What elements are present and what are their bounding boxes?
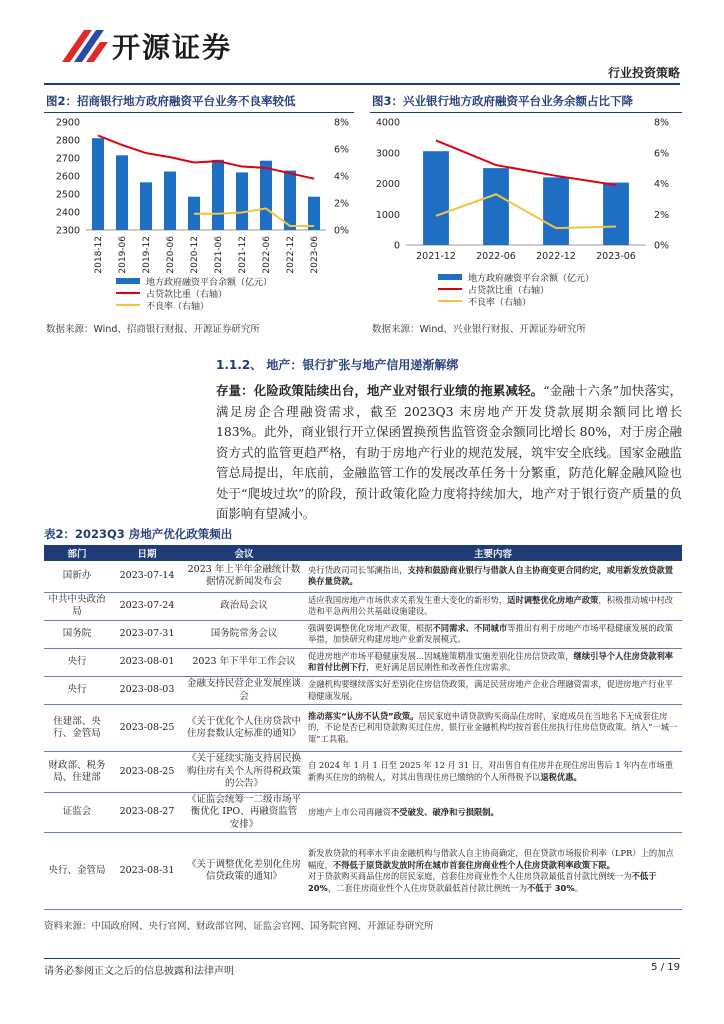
cell-date: 2023-08-25: [110, 752, 184, 793]
table-row: [44, 833, 682, 910]
page-number: 5 / 19: [651, 962, 680, 973]
figure2-chart: [44, 114, 356, 318]
legend-swatch-bar: [116, 278, 140, 284]
cell-content: [304, 705, 682, 752]
cell-content: [304, 592, 682, 620]
figure3-title: 图3：兴业银行地方政府融资平台业务余额占比下降: [372, 94, 633, 108]
footer-divider: [44, 958, 680, 959]
content-text: 金融机构要继续落实好差别化住房信贷政策，满足民营房地产企业合理融资需求，促进房地产行业平稳健康发展。: [308, 679, 674, 701]
cell-content: [304, 561, 682, 592]
section-lead: 存量：化险政策陆续出台，地产业对银行业绩的拖累减轻。: [216, 383, 544, 398]
content-text: 房地产上市公司再融资: [308, 806, 391, 817]
legend-label: 不良率（右轴）: [146, 302, 210, 312]
share-line: [436, 140, 616, 185]
table-row: [44, 677, 682, 705]
y2-tick-label: 4%: [334, 171, 350, 183]
y2-tick-label: 2%: [654, 209, 670, 221]
x-tick-label: 2019-12: [142, 236, 152, 274]
header-divider: [44, 83, 680, 85]
x-tick-label: 2023-06: [596, 251, 636, 262]
y-tick-label: 2400: [55, 207, 80, 219]
cell-meeting: 2023 年下半年工作会议: [184, 648, 304, 676]
table-row: [44, 705, 682, 752]
share-line: [98, 136, 314, 179]
footer-disclaimer: 请务必参阅正文之后的信息披露和法律声明: [44, 966, 234, 977]
npl-line: [436, 194, 616, 228]
section-heading: 1.1.2、 地产：银行扩张与地产信用递渐解绑: [216, 358, 459, 372]
x-tick-label: 2021-12: [238, 236, 248, 274]
y2-tick-label: 6%: [654, 148, 670, 160]
content-text: 。: [574, 882, 583, 893]
header-date: 日期: [110, 545, 184, 561]
content-highlight: 不低于 30%: [527, 882, 575, 893]
y-tick-label: 2500: [55, 189, 80, 201]
cell-date: 2023-07-14: [110, 561, 184, 592]
cell-dept: 证监会: [44, 792, 110, 833]
legend-label: 占贷款比重（右轴）: [146, 290, 228, 300]
content-text: 央行货政司司长邹澜指出，: [308, 564, 408, 575]
content-text: 居民家庭申请贷款购买商品住房时，家庭成员在当地名下无成套住房的，不论是否已利用贷款购买过住房，银行业金融机构均按首套住房执行住房信贷政策。纳入“一城一策”工具箱。: [308, 710, 678, 745]
content-text: ，二套住房商业性个人住房贷款最低首付款比例统一为: [327, 882, 527, 893]
legend-label: 地方政府融资平台余额（亿元）: [146, 278, 273, 288]
table-header-row: [44, 545, 682, 561]
cell-meeting: 2023 年上半年金融统计数据情况新闻发布会: [184, 561, 304, 592]
content-highlight: 不同需求、不同城市: [432, 622, 508, 633]
y-tick-label: 1000: [375, 209, 400, 221]
cell-dept: 住建部、央行、金管局: [44, 705, 110, 752]
policy-table: [44, 545, 682, 910]
x-tick-label: 2022-12: [536, 251, 576, 262]
y-tick-label: 2700: [55, 153, 80, 165]
content-text: 自 2024 年 1 月 1 日至 2025 年 12 月 31 日，对出售自有住房并在现住房出售后 1 年内在市场重新购买住房的纳税人，对其出售现住房已缴纳的个人所得税予以: [308, 760, 674, 782]
figure3-title-rule: [370, 112, 682, 113]
bar: [603, 183, 629, 245]
content-highlight: 继续引导个人住房贷款利率和首付比例下行: [308, 650, 674, 673]
y2-tick-label: 0%: [654, 240, 670, 252]
table-row: [44, 792, 682, 833]
cell-dept: 国新办: [44, 561, 110, 592]
y2-tick-label: 8%: [654, 117, 670, 129]
cell-date: 2023-07-24: [110, 592, 184, 620]
content-text: ，更好满足居民刚性和改善性住房需求。: [366, 662, 516, 673]
content-text: 等推出有利于房地产市场平稳健康发展的政策举措，加快研究构建房地产业新发展模式。: [308, 622, 674, 645]
x-tick-label: 2023-06: [310, 236, 320, 274]
cell-date: 2023-08-01: [110, 648, 184, 676]
table-title: 表2：2023Q3 房地产优化政策频出: [44, 527, 233, 541]
table-row: [44, 648, 682, 676]
content-highlight: 不得低于原贷款发放时所在城市首套住房商业性个人住房贷款利率政策下限。: [332, 859, 616, 870]
legend-swatch-bar: [438, 274, 462, 280]
content-highlight: 推动落实“认房不认贷”政策。: [308, 710, 419, 721]
x-tick-label: 2020-06: [166, 236, 176, 274]
content-highlight: 不受破发、破净和亏损限制。: [390, 806, 499, 817]
bar: [236, 172, 248, 230]
cell-dept: 中共中央政治局: [44, 592, 110, 620]
figure2-source: 数据来源：Wind、招商银行财报、开源证券研究所: [46, 324, 260, 335]
cell-date: 2023-07-31: [110, 620, 184, 648]
section-paragraph: [216, 381, 682, 525]
figure3-chart: [370, 114, 682, 318]
table-row: [44, 752, 682, 793]
y-tick-label: 2000: [375, 179, 400, 190]
x-tick-label: 2022-06: [262, 236, 272, 274]
content-highlight: 适时调整优化房地产政策: [507, 594, 599, 605]
cell-content: [304, 752, 682, 793]
cell-content: [304, 677, 682, 705]
legend-label: 占贷款比重（右轴）: [468, 286, 550, 296]
content-text: 新发放贷款的利率水平由金融机构与借款人自主协商确定，但在贷款市场报价利率（LPR）上的加点幅度，: [308, 848, 674, 870]
figure3-source: 数据来源：Wind、兴业银行财报、开源证券研究所: [372, 324, 586, 335]
cell-meeting: 《关于延续实施支持居民换购住房有关个人所得税政策的公告》: [184, 752, 304, 793]
cell-dept: 财政部、税务局、住建部: [44, 752, 110, 793]
y2-tick-label: 2%: [334, 198, 350, 210]
cell-date: 2023-08-03: [110, 677, 184, 705]
y-tick-label: 0: [393, 240, 400, 252]
policy-table-body: [44, 561, 682, 910]
bar: [164, 172, 176, 231]
cell-meeting: 《关于优化个人住房贷款中住房套数认定标准的通知》: [184, 705, 304, 752]
cell-content: [304, 648, 682, 676]
cell-meeting: 金融支持民营企业发展座谈会: [184, 677, 304, 705]
report-category: 行业投资策略: [607, 66, 680, 80]
bar: [483, 168, 509, 245]
x-tick-label: 2021-12: [416, 251, 456, 262]
brand-name: 开源证券: [112, 31, 233, 64]
content-text: 促进房地产市场平稳健康发展…因城施策精准实施差别化住房信贷政策，: [308, 650, 574, 661]
x-tick-label: 2021-06: [214, 236, 224, 274]
x-tick-label: 2019-06: [118, 236, 128, 274]
figure2-title: 图2：招商银行地方政府融资平台业务不良率较低: [46, 94, 296, 108]
content-text: 适应我国房地产市场供求关系发生重大变化的新形势，: [308, 594, 508, 605]
content-text: 强调要调整优化房地产政策，根据: [308, 622, 433, 633]
y2-tick-label: 4%: [654, 179, 670, 190]
y-tick-label: 2900: [55, 117, 80, 129]
logo-mark-icon: [56, 22, 116, 72]
cell-date: 2023-08-31: [110, 833, 184, 910]
bar: [92, 138, 104, 230]
y-tick-label: 2600: [55, 171, 80, 183]
legend-label: 不良率（右轴）: [468, 298, 532, 308]
cell-date: 2023-08-27: [110, 792, 184, 833]
bar: [543, 177, 569, 245]
cell-dept: 央行: [44, 648, 110, 676]
y2-tick-label: 8%: [334, 117, 350, 129]
y-tick-label: 4000: [375, 117, 400, 129]
table-row: [44, 620, 682, 648]
table-source: 资料来源：中国政府网、央行官网、财政部官网、证监会官网、国务院官网、开源证券研究所: [44, 921, 434, 932]
content-highlight: 退税优惠。: [540, 772, 582, 782]
y-tick-label: 3000: [375, 148, 400, 160]
content-text: 对于贷款购买商品住房的居民家庭，首套住房商业性个人住房贷款最低首付款比例统一为: [308, 871, 632, 882]
header-meeting: 会议: [184, 545, 304, 561]
bar: [260, 161, 272, 230]
cell-content: [304, 833, 682, 910]
table-row: [44, 592, 682, 620]
cell-date: 2023-08-25: [110, 705, 184, 752]
cell-content: [304, 792, 682, 833]
bar: [284, 171, 296, 230]
content-highlight: 不低于 20%: [308, 871, 657, 893]
content-text: ，积极推动城中村改造和平急两用公共基础设施建设。: [308, 594, 674, 617]
cell-meeting: 国务院常务会议: [184, 620, 304, 648]
section-body: “金融十六条”加快落实，满足房企合理融资需求，截至 2023Q3 末房地产开发贷款展期余额同比增长 183%。此外，商业银行开立保函置换预售监管资金余额同比增长 80%，对于房企融资方式的监管更趋严格，有助于房地产行业的规范发展，筑牢安全底线。国家金融监管总局提出，年底前，金融监管工作的发展改革任务十分繁重，防范化解金融风险也处于“爬坡过坎”的阶段，预计政策化险力度将持续加大，地产对于银行资产质量的负面影响有望减小。: [216, 383, 683, 521]
bar: [140, 182, 152, 230]
y-tick-label: 2800: [55, 135, 80, 147]
y2-tick-label: 0%: [334, 225, 350, 237]
x-tick-label: 2022-06: [476, 251, 516, 262]
x-tick-label: 2020-12: [190, 236, 200, 274]
bar: [212, 160, 224, 230]
y-tick-label: 2300: [55, 225, 80, 237]
cell-content: [304, 620, 682, 648]
figure2-title-rule: [44, 112, 354, 113]
legend-label: 地方政府融资平台余额（亿元）: [468, 274, 595, 284]
y2-tick-label: 6%: [334, 144, 350, 156]
table-row: [44, 561, 682, 592]
x-tick-label: 2018-12: [94, 236, 104, 274]
content-highlight: 支持和鼓励商业银行与借款人自主协商变更合同约定，或用新发放贷款置换存量贷款。: [308, 564, 674, 587]
cell-meeting: 《证监会统筹一二级市场平衡优化 IPO、再融资监管安排》: [184, 792, 304, 833]
x-tick-label: 2022-12: [286, 236, 296, 274]
bar: [116, 155, 128, 230]
bar: [423, 151, 449, 245]
cell-dept: 国务院: [44, 620, 110, 648]
header-content: 主要内容: [304, 545, 682, 561]
cell-meeting: 《关于调整优化差别化住房信贷政策的通知》: [184, 833, 304, 910]
cell-dept: 央行、金管局: [44, 833, 110, 910]
header-dept: 部门: [44, 545, 110, 561]
cell-dept: 央行: [44, 677, 110, 705]
cell-meeting: 政治局会议: [184, 592, 304, 620]
